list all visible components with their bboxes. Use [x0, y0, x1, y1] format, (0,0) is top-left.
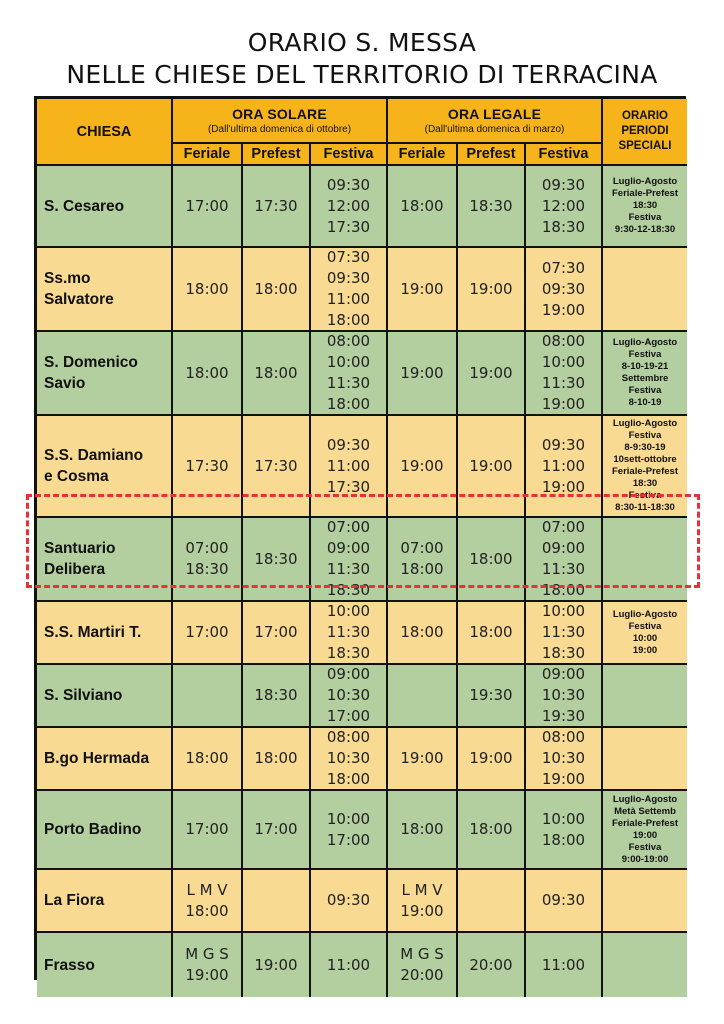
header-solare-feriale-label: Feriale [183, 146, 231, 162]
mass-time: 17:00 [326, 830, 371, 849]
mass-time: 19:00 [400, 363, 444, 382]
mass-time: 19:00 [469, 456, 513, 475]
special-line: Luglio-Agosto [612, 608, 678, 620]
mass-time: 18:00 [469, 820, 513, 838]
special-line: Luglio-Agosto [612, 793, 678, 805]
solare-prefest-cell [243, 602, 311, 665]
legale-feriale-cell [388, 166, 458, 248]
mass-time: 19:00 [469, 363, 513, 382]
mass-time: 19:00 [541, 395, 586, 413]
mass-time: 19:00 [469, 279, 513, 298]
special-period-cell [603, 518, 687, 602]
legale-festiva-cell [526, 416, 603, 518]
legale-festiva-cell [526, 166, 603, 248]
solare-festiva-cell [311, 870, 388, 933]
header-solare-festiva-label: Festiva [323, 146, 374, 162]
header-ora-legale [388, 99, 603, 144]
church-name-cell [37, 602, 173, 665]
mass-time: 19:00 [400, 279, 444, 298]
mass-time: 11:30 [326, 374, 371, 392]
header-solare-prefest [243, 144, 311, 166]
header-legale-prefest-label: Prefest [466, 146, 516, 162]
special-line: Festiva [628, 841, 662, 853]
legale-festiva-cell [526, 602, 603, 665]
special-line: Festiva [628, 349, 662, 360]
mass-time: 08:00 [541, 332, 586, 350]
mass-time: 11:30 [326, 560, 371, 578]
special-line: Feriale-Prefest [611, 817, 678, 829]
solare-feriale-cell [173, 728, 243, 791]
church-name-cell [37, 332, 173, 416]
mass-time: 17:00 [185, 623, 229, 641]
legale-feriale-cell [388, 602, 458, 665]
mass-time: 18:00 [326, 395, 371, 413]
mass-time: 17:00 [326, 707, 371, 725]
mass-time: 19:00 [400, 749, 444, 767]
church-name-line: S. Domenico [44, 354, 138, 371]
legale-festiva-cell [526, 728, 603, 791]
mass-time: 19:00 [400, 456, 444, 475]
mass-time: 19:00 [541, 477, 586, 496]
mass-time: 20:00 [469, 955, 513, 974]
mass-time: 09:30 [541, 435, 586, 454]
mass-time: 10:00 [326, 353, 371, 371]
church-name-cell [37, 518, 173, 602]
solare-festiva-cell [311, 933, 388, 997]
special-line: Festiva [628, 430, 662, 441]
mass-time: 11:30 [326, 623, 371, 641]
church-name-line: La Fiora [44, 892, 105, 909]
legale-feriale-cell [388, 248, 458, 332]
header-solare-festiva [311, 144, 388, 166]
church-name-line: B.go Hermada [44, 750, 150, 767]
legale-festiva-cell [526, 933, 603, 997]
legale-prefest-cell [458, 791, 526, 870]
special-period-cell [603, 332, 687, 416]
mass-time: 19:30 [469, 686, 513, 704]
mass-time: 20:00 [400, 966, 444, 984]
special-line: Festiva [628, 620, 662, 632]
church-name-cell [37, 728, 173, 791]
church-name-line: Delibera [44, 561, 106, 578]
solare-feriale-cell [173, 248, 243, 332]
header-chiesa [37, 99, 173, 166]
header-ora-solare-sub: (Dall'ultima domenica di ottobre) [207, 124, 352, 135]
mass-time: 10:00 [541, 602, 586, 620]
header-ora-legale-sub: (Dall'ultima domenica di marzo) [424, 124, 565, 135]
solare-feriale-cell [173, 166, 243, 248]
mass-time: L M V [186, 880, 228, 899]
mass-time: 18:30 [541, 644, 586, 662]
church-name-cell [37, 933, 173, 997]
mass-time: 19:00 [185, 966, 229, 984]
solare-feriale-cell [173, 332, 243, 416]
header-solare-prefest-label: Prefest [251, 146, 301, 162]
mass-time: 12:00 [541, 196, 586, 215]
header-legale-feriale [388, 144, 458, 166]
mass-time: 11:00 [326, 955, 371, 974]
special-line: Feriale-Prefest [611, 188, 678, 199]
special-line: Luglio-Agosto [612, 176, 678, 187]
mass-time: 07:00 [326, 518, 371, 536]
special-line: 8-9:30-19 [624, 442, 666, 453]
legale-festiva-cell [526, 870, 603, 933]
mass-time: 10:30 [541, 686, 586, 704]
header-speciali-line: ORARIO [622, 110, 668, 122]
mass-time: M G S [185, 945, 229, 963]
solare-prefest-cell [243, 416, 311, 518]
special-period-cell [603, 248, 687, 332]
special-period-cell [603, 870, 687, 933]
special-line: 19:00 [632, 644, 658, 656]
church-name-cell [37, 870, 173, 933]
legale-prefest-cell [458, 870, 526, 933]
mass-time: 09:30 [541, 175, 586, 194]
solare-prefest-cell [243, 933, 311, 997]
solare-festiva-cell [311, 248, 388, 332]
mass-time: 18:00 [541, 830, 586, 849]
legale-feriale-cell [388, 791, 458, 870]
mass-time: 18:00 [185, 363, 229, 382]
church-name-line: S. Cesareo [44, 197, 125, 215]
mass-time: 19:00 [469, 749, 513, 767]
mass-time: 18:30 [254, 686, 298, 704]
mass-time: 07:00 [185, 539, 229, 557]
mass-time: 10:00 [541, 809, 586, 828]
church-name-line: Savio [44, 375, 86, 392]
mass-time: 11:00 [541, 456, 586, 475]
mass-time: 18:30 [185, 560, 229, 578]
legale-festiva-cell [526, 518, 603, 602]
legale-prefest-cell [458, 166, 526, 248]
header-chiesa-label: CHIESA [76, 123, 132, 140]
solare-prefest-cell [243, 518, 311, 602]
solare-festiva-cell [311, 791, 388, 870]
mass-time: 08:00 [326, 728, 371, 746]
legale-prefest-cell [458, 248, 526, 332]
page-subtitle: NELLE CHIESE DEL TERRITORIO DI TERRACINA [66, 60, 658, 89]
mass-time: 07:30 [326, 248, 371, 266]
church-name-cell [37, 416, 173, 518]
mass-time: 09:30 [541, 279, 586, 298]
solare-prefest-cell [243, 332, 311, 416]
special-line: 10sett-ottobre [613, 454, 677, 465]
mass-time: 10:00 [541, 353, 586, 371]
legale-feriale-cell [388, 933, 458, 997]
church-name-line: Porto Badino [44, 821, 142, 838]
solare-festiva-cell [311, 416, 388, 518]
special-period-cell [603, 791, 687, 870]
mass-time: 11:30 [541, 623, 586, 641]
mass-time: 18:00 [469, 549, 513, 568]
special-period-cell [603, 166, 687, 248]
solare-prefest-cell [243, 791, 311, 870]
header-ora-solare [173, 99, 388, 144]
church-name-cell [37, 791, 173, 870]
mass-time: 18:30 [469, 196, 513, 215]
mass-time: 18:00 [185, 279, 229, 298]
legale-prefest-cell [458, 933, 526, 997]
mass-time: 11:00 [326, 456, 371, 475]
header-solare-feriale [173, 144, 243, 166]
solare-feriale-cell [173, 665, 243, 728]
legale-prefest-cell [458, 332, 526, 416]
solare-prefest-cell [243, 870, 311, 933]
special-line: 9:30-12-18:30 [614, 224, 676, 235]
mass-time: 18:00 [326, 770, 371, 788]
special-line: 18:30 [632, 200, 658, 211]
mass-time: 08:00 [541, 728, 586, 746]
special-period-cell [603, 665, 687, 728]
mass-time: 10:30 [541, 749, 586, 767]
special-line: Feriale-Prefest [611, 466, 678, 477]
legale-feriale-cell [388, 728, 458, 791]
legale-prefest-cell [458, 728, 526, 791]
mass-time: 09:30 [326, 435, 371, 454]
mass-time: 10:00 [326, 602, 371, 620]
legale-prefest-cell [458, 416, 526, 518]
mass-schedule-table [34, 96, 686, 984]
church-name-line: S.S. Martiri T. [44, 624, 142, 641]
mass-time: 17:30 [254, 196, 298, 215]
solare-festiva-cell [311, 665, 388, 728]
mass-time: 09:30 [326, 891, 371, 909]
church-name-line: Salvatore [44, 291, 114, 308]
church-name-line: S. Silviano [44, 687, 123, 704]
mass-time: 07:00 [400, 539, 444, 557]
solare-feriale-cell [173, 791, 243, 870]
legale-prefest-cell [458, 518, 526, 602]
special-line: 9:00-19:00 [621, 853, 669, 865]
mass-time: M G S [400, 945, 444, 963]
legale-festiva-cell [526, 248, 603, 332]
mass-time: 07:00 [541, 518, 586, 536]
special-line: 8:30-11-18:30 [615, 502, 675, 513]
legale-prefest-cell [458, 665, 526, 728]
mass-time: 18:30 [326, 644, 371, 662]
special-period-cell [603, 602, 687, 665]
header-speciali-line: PERIODI [621, 125, 669, 137]
mass-time: 09:00 [326, 539, 371, 557]
mass-time: 09:00 [541, 665, 586, 683]
special-line: Festiva [628, 212, 662, 223]
mass-time: 12:00 [326, 196, 371, 215]
solare-feriale-cell [173, 870, 243, 933]
mass-time: 09:30 [326, 175, 371, 194]
solare-feriale-cell [173, 602, 243, 665]
mass-time: 07:30 [541, 258, 586, 277]
mass-time: 19:00 [400, 901, 444, 920]
special-line: Luglio-Agosto [612, 337, 678, 348]
special-line: Festiva [628, 490, 662, 501]
mass-time: 18:00 [185, 749, 229, 767]
church-name-line: e Cosma [44, 468, 109, 485]
mass-time: 09:00 [541, 539, 586, 557]
mass-time: 19:00 [541, 300, 586, 319]
mass-time: 18:30 [541, 217, 586, 236]
legale-prefest-cell [458, 602, 526, 665]
mass-time: 18:00 [400, 820, 444, 838]
special-line: 10:00 [632, 632, 658, 644]
mass-time: 10:00 [326, 809, 371, 828]
special-line: 8-10-19-21 [621, 361, 669, 372]
special-line: Festiva [628, 385, 662, 396]
mass-time: 18:00 [541, 581, 586, 599]
solare-festiva-cell [311, 728, 388, 791]
page-title: ORARIO S. MESSA [247, 28, 477, 57]
solare-festiva-cell [311, 166, 388, 248]
mass-time: 09:30 [541, 891, 586, 909]
legale-festiva-cell [526, 332, 603, 416]
mass-time: 10:30 [326, 686, 371, 704]
legale-festiva-cell [526, 791, 603, 870]
special-line: Metà Settemb [614, 805, 676, 817]
legale-feriale-cell [388, 416, 458, 518]
church-name-cell [37, 665, 173, 728]
mass-time: 18:00 [254, 749, 298, 767]
solare-feriale-cell [173, 416, 243, 518]
header-legale-prefest [458, 144, 526, 166]
mass-time: 18:00 [469, 623, 513, 641]
special-line: Luglio-Agosto [612, 418, 678, 429]
header-speciali-line: SPECIALI [618, 140, 672, 152]
mass-time: 17:00 [254, 820, 298, 838]
mass-time: 19:30 [541, 707, 586, 725]
header-legale-feriale-label: Feriale [398, 146, 446, 162]
solare-festiva-cell [311, 602, 388, 665]
legale-feriale-cell [388, 518, 458, 602]
header-ora-solare-label: ORA SOLARE [232, 106, 327, 122]
mass-time: 09:30 [326, 269, 371, 287]
mass-time: 17:00 [185, 820, 229, 838]
solare-festiva-cell [311, 518, 388, 602]
mass-time: 17:00 [254, 623, 298, 641]
legale-feriale-cell [388, 332, 458, 416]
church-name-line: Ss.mo [44, 270, 91, 287]
mass-time: 11:30 [541, 374, 586, 392]
mass-time: 18:00 [254, 279, 298, 298]
special-line: 8-10-19 [628, 397, 662, 408]
mass-time: 11:00 [541, 955, 586, 974]
mass-time: 09:00 [326, 665, 371, 683]
mass-time: 17:30 [326, 217, 371, 236]
solare-prefest-cell [243, 728, 311, 791]
mass-time: 18:30 [254, 549, 298, 568]
mass-time: 18:00 [400, 196, 444, 215]
header-legale-festiva-label: Festiva [538, 146, 589, 162]
solare-prefest-cell [243, 665, 311, 728]
solare-prefest-cell [243, 166, 311, 248]
mass-time: 17:30 [254, 456, 298, 475]
mass-time: 18:30 [326, 581, 371, 599]
legale-feriale-cell [388, 665, 458, 728]
mass-time: 18:00 [254, 363, 298, 382]
header-legale-festiva [526, 144, 603, 166]
special-line: 18:30 [632, 478, 658, 489]
legale-feriale-cell [388, 870, 458, 933]
solare-festiva-cell [311, 332, 388, 416]
header-orario-speciali [603, 99, 687, 166]
mass-time: 19:00 [541, 770, 586, 788]
church-name-line: Frasso [44, 956, 95, 974]
special-line: 19:00 [632, 829, 658, 841]
special-period-cell [603, 728, 687, 791]
church-name-line: Santuario [44, 540, 116, 557]
solare-feriale-cell [173, 518, 243, 602]
mass-time: 11:30 [541, 560, 586, 578]
church-name-cell [37, 166, 173, 248]
church-name-cell [37, 248, 173, 332]
mass-time: 18:00 [400, 623, 444, 641]
special-period-cell [603, 416, 687, 518]
church-name-line: S.S. Damiano [44, 447, 144, 464]
mass-time: 17:30 [326, 477, 371, 496]
mass-time: 11:00 [326, 290, 371, 308]
solare-feriale-cell [173, 933, 243, 997]
special-period-cell [603, 933, 687, 997]
mass-time: 19:00 [254, 955, 298, 974]
mass-time: 18:00 [185, 901, 229, 920]
mass-time: 08:00 [326, 332, 371, 350]
mass-time: 17:00 [185, 196, 229, 215]
mass-time: 10:30 [326, 749, 371, 767]
mass-time: 18:00 [326, 311, 371, 329]
mass-time: 18:00 [400, 560, 444, 578]
solare-prefest-cell [243, 248, 311, 332]
mass-time: 17:30 [185, 456, 229, 475]
legale-festiva-cell [526, 665, 603, 728]
special-line: Settembre [621, 373, 669, 384]
mass-time: L M V [401, 880, 443, 899]
header-ora-legale-label: ORA LEGALE [447, 106, 542, 122]
